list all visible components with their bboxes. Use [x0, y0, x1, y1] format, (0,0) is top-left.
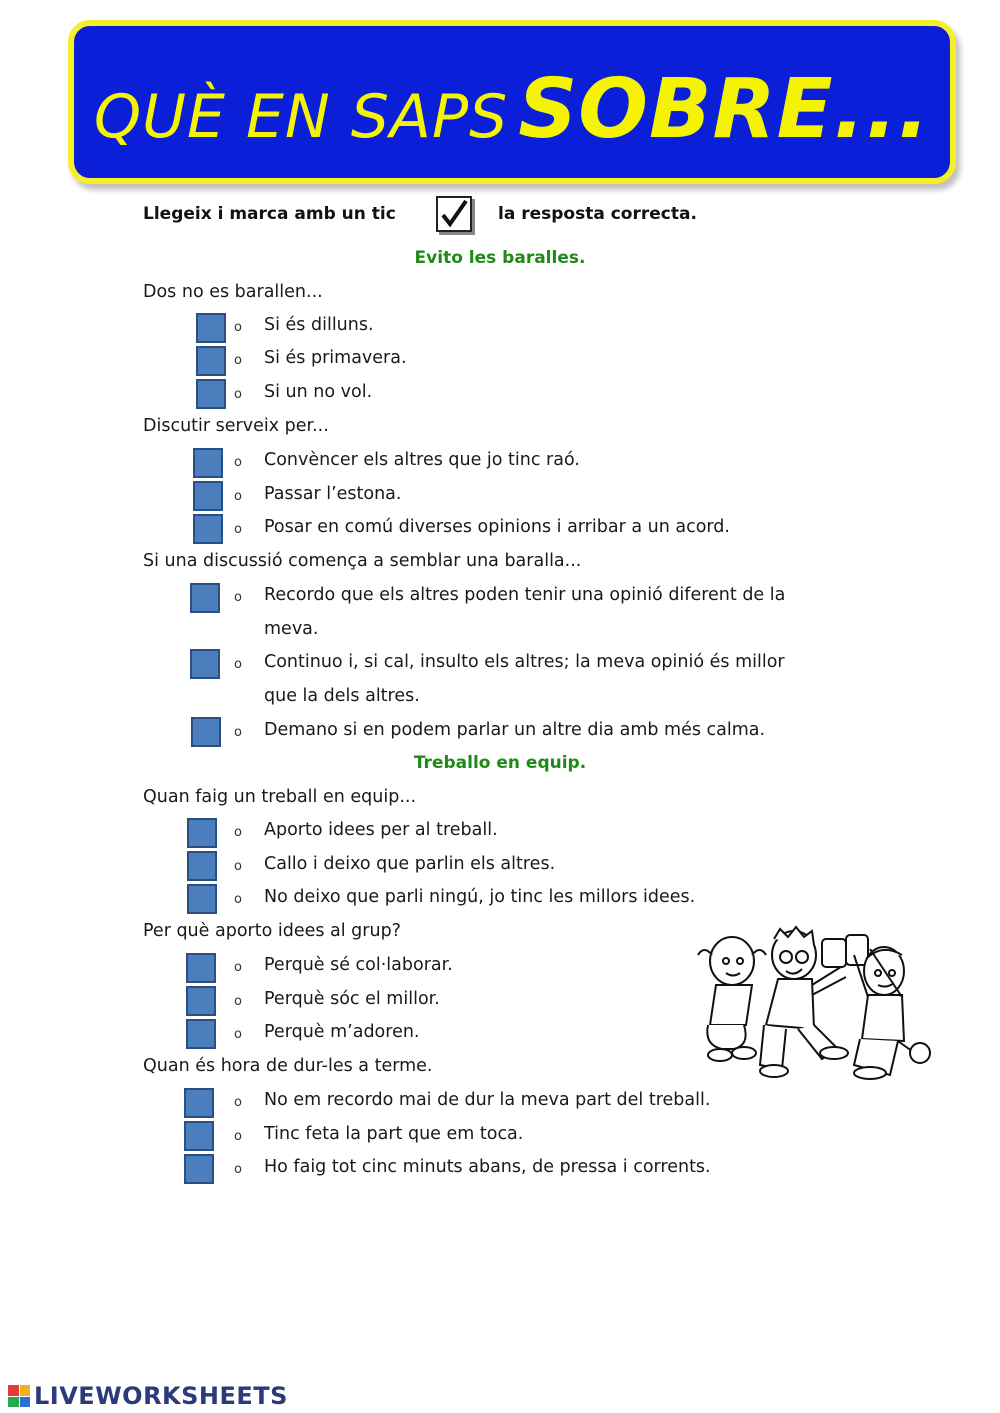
answer-box[interactable] — [191, 717, 221, 747]
answer-box[interactable] — [193, 481, 223, 511]
bullet: o — [234, 994, 242, 1009]
bullet: o — [234, 1162, 242, 1177]
question-text: Quan faig un treball en equip... — [143, 787, 417, 807]
option-text: Convèncer els altres que jo tinc raó. — [264, 450, 580, 470]
answer-box[interactable] — [190, 583, 220, 613]
question-text: Dos no es barallen... — [143, 282, 323, 302]
option-text: Passar l’estona. — [264, 484, 402, 504]
option-text: Perquè m’adoren. — [264, 1022, 420, 1042]
answer-box[interactable] — [187, 851, 217, 881]
bullet: o — [234, 657, 242, 672]
section-title: Evito les baralles. — [414, 248, 586, 268]
answer-box[interactable] — [187, 818, 217, 848]
bullet: o — [234, 859, 242, 874]
option-text: Recordo que els altres poden tenir una opinió diferent de la — [264, 585, 786, 605]
answer-box[interactable] — [184, 1121, 214, 1151]
logo-text: LIVEWORKSHEETS — [34, 1382, 288, 1410]
option-text: Perquè sóc el millor. — [264, 989, 440, 1009]
answer-box[interactable] — [186, 1019, 216, 1049]
banner-title — [74, 62, 950, 157]
answer-box[interactable] — [196, 379, 226, 409]
answer-box[interactable] — [187, 884, 217, 914]
bullet: o — [234, 455, 242, 470]
bullet: o — [234, 1129, 242, 1144]
option-text: Si és dilluns. — [264, 315, 374, 335]
option-text: Ho faig tot cinc minuts abans, de pressa i corrents. — [264, 1157, 711, 1177]
bullet: o — [234, 1027, 242, 1042]
section-title: Treballo en equip. — [413, 753, 587, 773]
option-text: Si és primavera. — [264, 348, 407, 368]
answer-box[interactable] — [186, 986, 216, 1016]
instruction-before: Llegeix i marca amb un tic — [143, 204, 396, 224]
option-text-continued: que la dels altres. — [264, 686, 420, 706]
option-text-continued: meva. — [264, 619, 319, 639]
answer-box[interactable] — [186, 953, 216, 983]
option-text: Si un no vol. — [264, 382, 373, 402]
logo-grid-icon — [8, 1385, 30, 1407]
bullet: o — [234, 725, 242, 740]
option-text: Posar en comú diverses opinions i arribar a un acord. — [264, 517, 730, 537]
option-text: Demano si en podem parlar un altre dia amb més calma. — [264, 720, 766, 740]
option-text: Continuo i, si cal, insulto els altres; la meva opinió és millor — [264, 652, 785, 672]
answer-box[interactable] — [193, 514, 223, 544]
bullet: o — [234, 960, 242, 975]
banner-title-big: SOBRE... — [518, 62, 931, 157]
bullet: o — [234, 825, 242, 840]
option-text: Aporto idees per al treball. — [264, 820, 498, 840]
bullet: o — [234, 489, 242, 504]
question-text: Quan és hora de dur-les a terme. — [143, 1056, 433, 1076]
option-text: Callo i deixo que parlin els altres. — [264, 854, 556, 874]
bullet: o — [234, 522, 242, 537]
bullet: o — [234, 1095, 242, 1110]
banner-title-small: QUÈ EN SAPS — [93, 82, 509, 152]
title-banner — [68, 20, 956, 184]
kids-teamwork-illustration — [694, 925, 936, 1085]
question-text: Per què aporto idees al grup? — [143, 921, 401, 941]
bullet: o — [234, 892, 242, 907]
liveworksheets-logo[interactable] — [8, 1381, 288, 1411]
answer-box[interactable] — [193, 448, 223, 478]
instruction-after: la resposta correcta. — [498, 204, 697, 224]
option-text: No deixo que parli ningú, jo tinc les millors idees. — [264, 887, 696, 907]
answer-box[interactable] — [196, 346, 226, 376]
question-text: Discutir serveix per... — [143, 416, 329, 436]
answer-box[interactable] — [190, 649, 220, 679]
option-text: Perquè sé col·laborar. — [264, 955, 453, 975]
option-text: Tinc feta la part que em toca. — [264, 1124, 524, 1144]
answer-box[interactable] — [196, 313, 226, 343]
answer-box[interactable] — [184, 1154, 214, 1184]
checkmark-icon — [436, 196, 472, 232]
option-text: No em recordo mai de dur la meva part del treball. — [264, 1090, 711, 1110]
bullet: o — [234, 320, 242, 335]
bullet: o — [234, 590, 242, 605]
bullet: o — [234, 353, 242, 368]
answer-box[interactable] — [184, 1088, 214, 1118]
question-text: Si una discussió comença a semblar una baralla... — [143, 551, 582, 571]
bullet: o — [234, 387, 242, 402]
